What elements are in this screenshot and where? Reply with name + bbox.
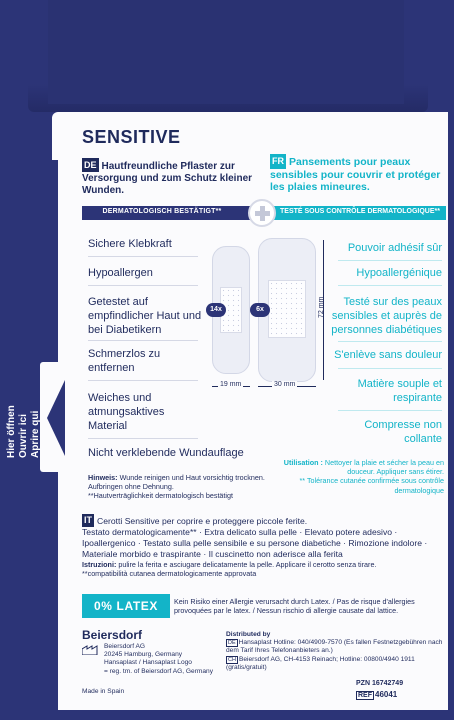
open-here-label: Hier öffnen Ouvrir ici Aprire qui	[6, 405, 41, 458]
divider	[88, 256, 198, 257]
large-count-badge: 6x	[250, 303, 270, 317]
length-label: 72 mm	[318, 296, 325, 318]
large-plaster-pad	[268, 280, 306, 338]
divider	[338, 410, 442, 411]
de-feature: Sichere Klebkraft	[88, 238, 172, 250]
fr-badge: FR	[270, 154, 286, 169]
de-feature: Getestet auf empfindlicher Haut und bei Diabetikern	[88, 296, 202, 336]
de-feature: Weiches und atmungsaktives Material	[88, 392, 165, 432]
divider	[88, 285, 198, 286]
small-count-badge: 14x	[206, 303, 226, 317]
de-feature: Schmerzlos zu entfernen	[88, 348, 161, 374]
de-feature: Nicht verklebende Wundauflage	[88, 447, 244, 459]
fr-feature: S'enlève sans douleur	[334, 349, 442, 361]
medical-cross-icon	[248, 199, 276, 227]
it-badge: IT	[84, 515, 92, 525]
de-feature: Hypoallergen	[88, 267, 153, 279]
bottom-edge	[0, 710, 454, 720]
manufacturer-address: Beiersdorf AG 20245 Hamburg, Germany Hansaplast / Hansaplast Logo = reg. tm. of Beiersdorf AG, Germany	[104, 643, 214, 675]
ref-code: REF 46041	[358, 690, 398, 699]
divider	[88, 380, 198, 381]
divider	[88, 340, 198, 341]
divider	[338, 260, 442, 261]
fr-intro: FR Pansements pour peaux sensibles pour couvrir et protéger les plaies mineures.	[270, 156, 441, 193]
latex-free-badge: 0% LATEX	[82, 594, 170, 618]
product-title: SENSITIVE	[82, 127, 181, 147]
fr-feature: Compresse non collante	[364, 419, 442, 445]
latex-statement: Kein Risiko einer Allergie verursacht durch Latex. / Pas de risque d'allergies provoquées par le latex. / Nessun rischio di allergie causate dal lattice.	[174, 597, 415, 615]
made-in: Made in Spain	[82, 688, 125, 695]
fr-feature: Pouvoir adhésif sûr	[347, 242, 442, 254]
divider	[338, 341, 442, 342]
open-arrow-icon	[47, 380, 65, 456]
top-flap-inner	[48, 0, 404, 104]
width-large-label: 30 mm	[274, 381, 296, 388]
de-hint: Hinweis: Wunde reinigen und Haut vorsichtig trocknen. Aufbringen ohne Dehnung. **Hautverträglichkeit dermatologisch bestätigt	[88, 473, 265, 501]
de-intro: DE Hautfreundliche Pflaster zur Versorgung und zum Schutz kleiner Wunden.	[82, 160, 253, 196]
pzn-code: PZN 16742749	[356, 680, 404, 687]
divider	[338, 368, 442, 369]
de-badge: DE	[84, 160, 97, 170]
width-small-label: 19 mm	[220, 381, 242, 388]
it-section: IT Cerotti Sensitive per coprire e proteggere piccole ferite. Testato dermatologicamente** · Extra delicato sulla pelle · Elevato potere adesivo · Ipoallergenico · Testato sulla pelle sensibile e su persone diabetiche · Rimozione indolore · Materiale morbido e traspirante · Il cuscinetto non aderisce alla ferita Istruzioni: pulire la ferita e asciugare delicatamente la pelle. Applicare il cerotto senza tirare. **compatibilità cutanea dermatologicamente approvata	[82, 515, 428, 578]
divider	[338, 285, 442, 286]
divider	[88, 438, 198, 439]
fr-feature: Testé sur des peaux sensibles et auprès de personnes diabétiques	[331, 296, 442, 336]
distributor-info: Distributed by DE Hansaplast Hotline: 040/4909-7570 (Es fallen Festnetzgebühren nach dem Tarif Ihres Telefonanbieters an.) CH Beiersdorf AG, CH-4153 Reinach; Hotline: 00800/4940 1911 (gratis/gratuit)	[226, 631, 443, 671]
factory-icon	[82, 645, 100, 655]
de-cert: DERMATOLOGISCH BESTÄTIGT**	[102, 208, 222, 215]
fr-feature: Hypoallergénique	[356, 267, 442, 279]
fr-usage: Utilisation : Nettoyer la plaie et sécher la peau en douceur. Appliquer sans étirer. ** Tolérance cutanée confirmée sous contrôle dermatologique	[283, 458, 444, 495]
manufacturer-logo: Beiersdorf	[82, 628, 143, 642]
fr-feature: Matière souple et respirante	[357, 378, 442, 404]
fr-cert: TESTÉ SOUS CONTRÔLE DERMATOLOGIQUE**	[274, 206, 446, 220]
